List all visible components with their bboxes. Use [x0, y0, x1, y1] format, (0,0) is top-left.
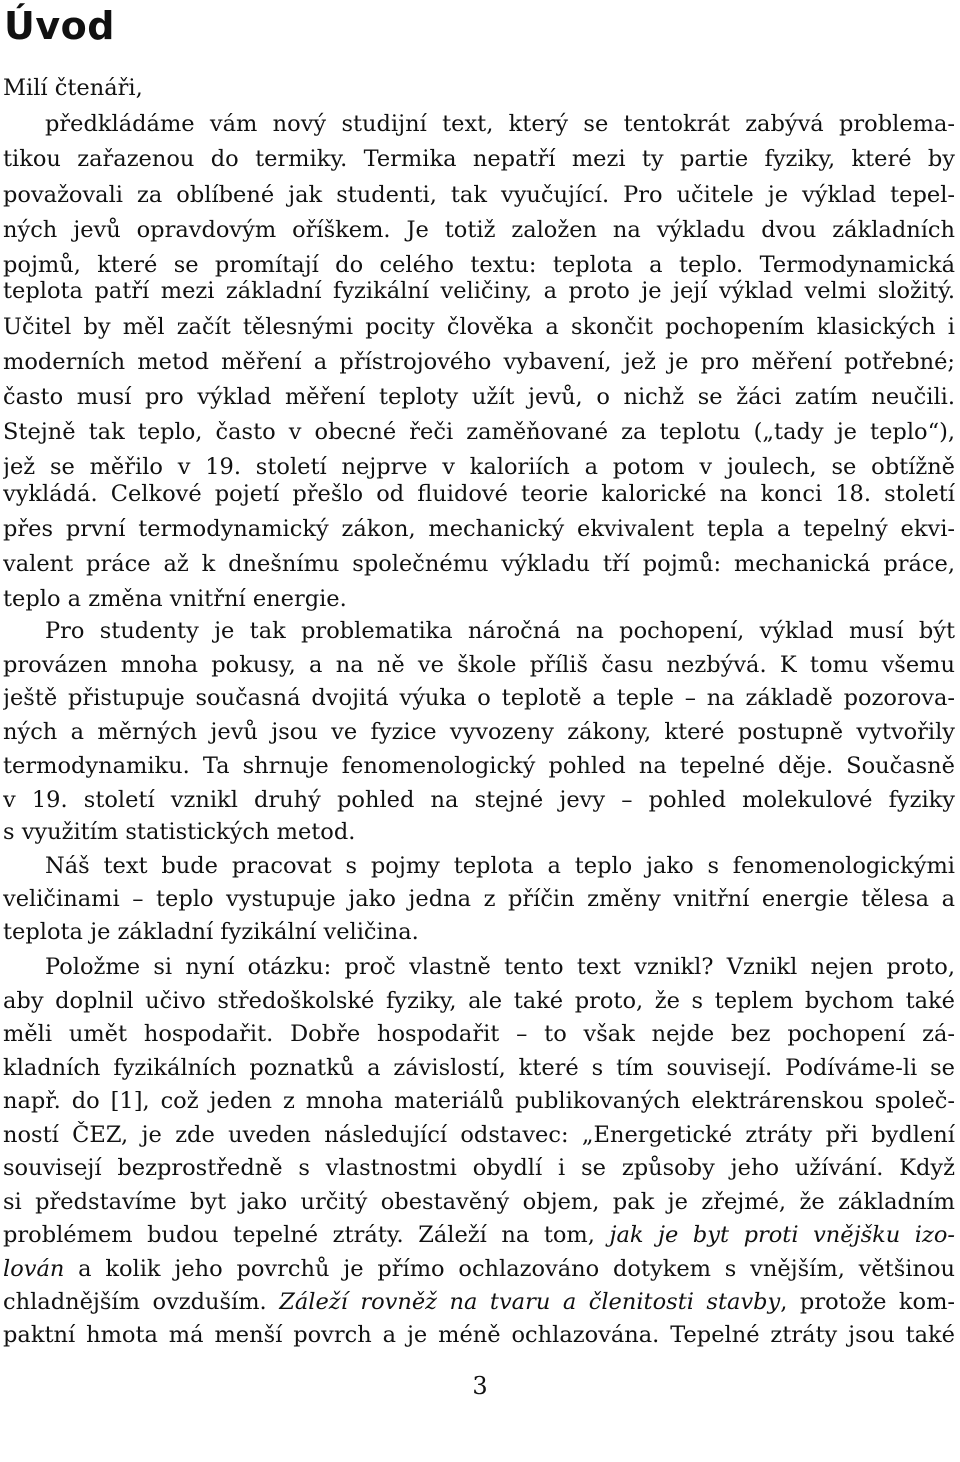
paragraph-line: kladních fyzikálních poznatků a závislostí, které s tím souvisejí. Podíváme-li se [3, 1055, 955, 1081]
paragraph-line: Náš text bude pracovat s pojmy teplota a teplo jako s fenomenologickými [45, 853, 955, 879]
page-number: 3 [472, 1372, 488, 1400]
paragraph-line: v 19. století vznikl druhý pohled na stejné jevy – pohled molekulové fyziky [3, 787, 955, 813]
paragraph-line: paktní hmota má menší povrch a je méně ochlazována. Tepelné ztráty jsou také [3, 1322, 955, 1348]
paragraph-line: jež se měřilo v 19. století nejprve v kaloriích a potom v joulech, se obtížně [3, 454, 955, 480]
paragraph-line: měli umět hospodařit. Dobře hospodařit – to však nejde bez pochopení zá- [3, 1021, 955, 1047]
paragraph-line [3, 1252, 955, 1286]
emphasis-text: jak je byt proti vnějšku izo- [609, 1222, 955, 1248]
paragraph-line: si představíme byt jako určitý obestavěný objem, pak je zřejmé, že základním [3, 1189, 955, 1215]
section-heading: Úvod [4, 4, 115, 48]
paragraph-line [3, 1285, 955, 1319]
paragraph-line: souvisejí bezprostředně s vlastnostmi obydlí i se způsoby jeho užívání. Když [3, 1155, 955, 1181]
paragraph-line: tikou zařazenou do termiky. Termika nepatří mezi ty partie fyziky, které by [3, 146, 955, 172]
paragraph-line: ných a měrných jevů jsou ve fyzice vyvozeny zákony, které postupně vytvořily [3, 719, 955, 745]
emphasis-text: lován [3, 1256, 65, 1282]
paragraph-line: teplo a změna vnitřní energie. [3, 586, 347, 612]
emphasis-text: Záleží rovněž na tvaru a členitosti stavby [279, 1289, 781, 1315]
paragraph-line: Položme si nyní otázku: proč vlastně tento text vznikl? Vznikl nejen proto, [45, 954, 955, 980]
text-run: , protože kom- [780, 1289, 955, 1315]
paragraph-line: často musí pro výklad měření teploty užít jevů, o nichž se žáci zatím neučili. [3, 384, 955, 410]
text-run: problémem budou tepelné ztráty. Záleží na tom, [3, 1222, 595, 1248]
paragraph-line: valent práce až k dnešnímu společnému výkladu tří pojmů: mechanická práce, [3, 551, 955, 577]
paragraph-line: ných jevů opravdovým oříškem. Je totiž založen na výkladu dvou základních [3, 217, 955, 243]
paragraph-line: s využitím statistických metod. [3, 819, 356, 845]
paragraph-line: ještě přistupuje současná dvojitá výuka o teplotě a teple – na základě pozorova- [3, 685, 955, 711]
paragraph-line: moderních metod měření a přístrojového vybavení, jež je pro měření potřebné; [3, 349, 955, 375]
salutation-line: Milí čtenáři, [3, 75, 143, 101]
paragraph-line: ností ČEZ, je zde uveden následující odstavec: „Energetické ztráty při bydlení [3, 1122, 955, 1148]
paragraph-line: termodynamiku. Ta shrnuje fenomenologický pohled na tepelné děje. Současně [3, 753, 955, 779]
paragraph-line: provázen mnoha pokusy, a na ně ve škole příliš času nezbývá. K tomu všemu [3, 652, 955, 678]
paragraph-line: aby doplnil učivo středoškolské fyziky, ale také proto, že s teplem bychom také [3, 988, 955, 1014]
paragraph-line: veličinami – teplo vystupuje jako jedna z příčin změny vnitřní energie tělesa a [3, 886, 955, 912]
paragraph-line: teplota patří mezi základní fyzikální veličiny, a proto je její výklad velmi složitý. [3, 278, 955, 304]
paragraph-line: předkládáme vám nový studijní text, který se tentokrát zabývá problema- [45, 111, 955, 137]
paragraph-line: Pro studenty je tak problematika náročná na pochopení, výklad musí být [45, 618, 955, 644]
paragraph-line: pojmů, které se promítají do celého textu: teplota a teplo. Termodynamická [3, 252, 955, 278]
paragraph-line [3, 1218, 955, 1252]
paragraph-line: např. do [1], což jeden z mnoha materiálů publikovaných elektrárenskou společ- [3, 1088, 955, 1114]
paragraph-line: považovali za oblíbené jak studenti, tak vyučující. Pro učitele je výklad tepel- [3, 182, 955, 208]
paragraph-line: teplota je základní fyzikální veličina. [3, 919, 419, 945]
text-run: a kolik jeho povrchů je přímo ochlazováno dotykem s vnějším, většinou [78, 1256, 955, 1282]
paragraph-line: Učitel by měl začít tělesnými pocity člověka a skončit pochopením klasických i [3, 314, 955, 340]
paragraph-line: přes první termodynamický zákon, mechanický ekvivalent tepla a tepelný ekvi- [3, 516, 955, 542]
paragraph-line: vykládá. Celkové pojetí přešlo od fluidové teorie kalorické na konci 18. století [3, 481, 955, 507]
text-run: chladnějším ovzduším. [3, 1289, 267, 1315]
paragraph-line: Stejně tak teplo, často v obecné řeči zaměňované za teplotu („tady je teplo“), [3, 419, 955, 445]
